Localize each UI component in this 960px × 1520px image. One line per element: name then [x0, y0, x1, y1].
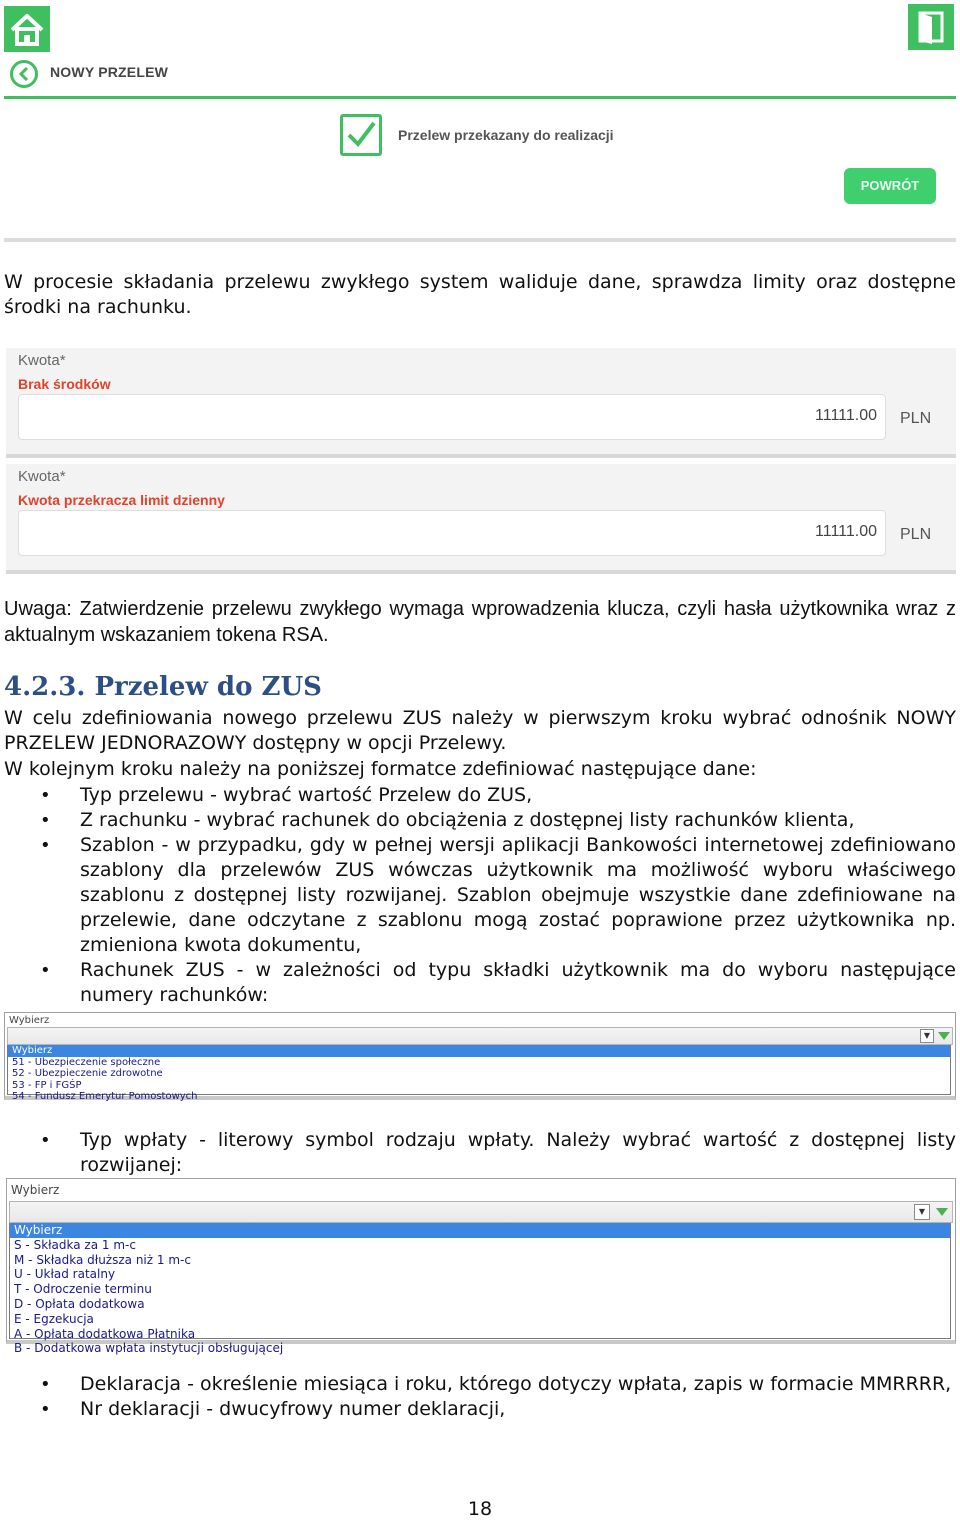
amount-field-limit-exceeded	[6, 464, 956, 574]
page-number: 18	[467, 1498, 493, 1520]
triangle-down-icon	[938, 1032, 950, 1040]
option[interactable]: B - Dodatkowa wpłata instytucji obsługującej	[14, 1341, 284, 1356]
chevron-down-icon[interactable]: ▼	[920, 1029, 934, 1043]
option[interactable]: 53 - FP i FGŚP	[12, 1079, 82, 1091]
list-item: • Rachunek ZUS - w zależności od typu składki użytkownik ma do wyboru następujące numery rachunków:	[0, 958, 956, 1008]
home-icon[interactable]	[4, 6, 50, 52]
section-heading	[4, 672, 322, 702]
chevron-down-icon[interactable]: ▼	[914, 1204, 930, 1220]
option[interactable]: S - Składka za 1 m-c	[14, 1237, 136, 1252]
section-paragraph-1: W celu zdefiniowania nowego przelewu ZUS należy w pierwszym kroku wybrać odnośnik NOWY PRZELEW JEDNORAZOWY dostępny w opcji Przelewy.	[4, 707, 956, 754]
payment-type-options	[9, 1223, 951, 1356]
amount-value: 11111.00	[815, 523, 877, 540]
note-paragraph: Uwaga: Zatwierdzenie przelewu zwykłego wymaga wprowadzenia klucza, czyli hasła użytkownika wraz z aktualnym wskazaniem tokena RSA.	[4, 598, 956, 646]
checkmark-icon	[340, 114, 382, 156]
amount-error: Brak środków	[18, 376, 111, 392]
currency-label: PLN	[900, 410, 932, 427]
logout-icon[interactable]	[908, 4, 954, 50]
option[interactable]: 51 - Ubezpieczenie społeczne	[12, 1056, 161, 1068]
header-divider	[4, 96, 956, 99]
page-title: NOWY PRZELEW	[50, 64, 169, 80]
triangle-down-icon	[936, 1208, 948, 1216]
option[interactable]: 54 - Fundusz Emerytur Pomostowych	[12, 1091, 198, 1102]
back-arrow-icon[interactable]	[10, 60, 38, 88]
list-item: • Z rachunku - wybrać rachunek do obciążenia z dostępnej listy rachunków klienta,	[0, 808, 956, 833]
list-item: • Typ wpłaty - literowy symbol rodzaju wpłaty. Należy wybrać wartość z dostępnej listy rozwijanej:	[0, 1128, 956, 1178]
bullet-list	[0, 783, 956, 1008]
return-button[interactable]: POWRÓT	[844, 168, 936, 204]
option[interactable]: D - Opłata dodatkowa	[14, 1296, 145, 1311]
intro-paragraph: W procesie składania przelewu zwykłego system waliduje dane, sprawdza limity oraz dostępne środki na rachunku.	[4, 271, 956, 318]
list-item: • Deklaracja - określenie miesiąca i roku, którego dotyczy wpłata, zapis w formacie MMRRRR,	[0, 1372, 956, 1397]
list-item: • Typ przelewu - wybrać wartość Przelew do ZUS,	[0, 783, 956, 808]
amount-error: Kwota przekracza limit dzienny	[18, 492, 225, 508]
option[interactable]: U - Układ ratalny	[14, 1267, 116, 1282]
option[interactable]: 52 - Ubezpieczenie zdrowotne	[12, 1068, 163, 1079]
option[interactable]: T - Odroczenie terminu	[14, 1282, 152, 1297]
list-item: • Nr deklaracji - dwucyfrowy numer deklaracji,	[0, 1397, 956, 1422]
section-paragraph-2: W kolejnym kroku należy na poniższej formatce zdefiniować następujące dane:	[4, 758, 757, 780]
bullet-list-payment-type	[0, 1128, 956, 1178]
list-item: • Szablon - w przypadku, gdy w pełnej wersji aplikacji Bankowości internetowej zdefiniowano szablony dla przelewów ZUS wówczas użytkownik ma możliwość wyboru właściwego szablonu z dostępnej listy rozwijanej. Szablon obejmuje wszystkie dane zdefiniowane na przelewie, dane odczytane z szablonu mogą zostać poprawione przez użytkownika np. zmieniona kwota dokumentu,	[0, 833, 956, 958]
option-selected[interactable]: Wybierz	[8, 1045, 950, 1057]
confirmation-screenshot	[4, 2, 956, 242]
amount-value: 11111.00	[815, 407, 877, 424]
option[interactable]: E - Egzekucja	[14, 1311, 94, 1326]
section-title: Przelew do ZUS	[94, 672, 322, 702]
section-number: 4.2.3.	[4, 672, 86, 702]
confirmation-message: Przelew przekazany do realizacji	[398, 127, 614, 143]
option[interactable]: M - Składka dłuższa niż 1 m-c	[14, 1252, 191, 1267]
zus-account-dropdown-screenshot	[4, 1012, 956, 1100]
amount-input[interactable]	[18, 394, 886, 440]
amount-field-no-funds	[6, 348, 956, 458]
dropdown-label: Wybierz	[11, 1183, 60, 1197]
zus-account-options	[7, 1045, 951, 1102]
zus-account-select[interactable]	[7, 1027, 953, 1045]
amount-input[interactable]	[18, 510, 886, 556]
currency-label: PLN	[900, 526, 932, 543]
option[interactable]: A - Opłata dodatkowa Płatnika	[14, 1326, 196, 1341]
payment-type-select[interactable]	[9, 1201, 953, 1223]
dropdown-label: Wybierz	[9, 1015, 50, 1026]
option-selected[interactable]: Wybierz	[10, 1223, 950, 1238]
bullet-list-declaration	[0, 1372, 956, 1422]
payment-type-dropdown-screenshot	[6, 1178, 956, 1356]
amount-label: Kwota*	[18, 468, 66, 485]
amount-label: Kwota*	[18, 352, 66, 369]
